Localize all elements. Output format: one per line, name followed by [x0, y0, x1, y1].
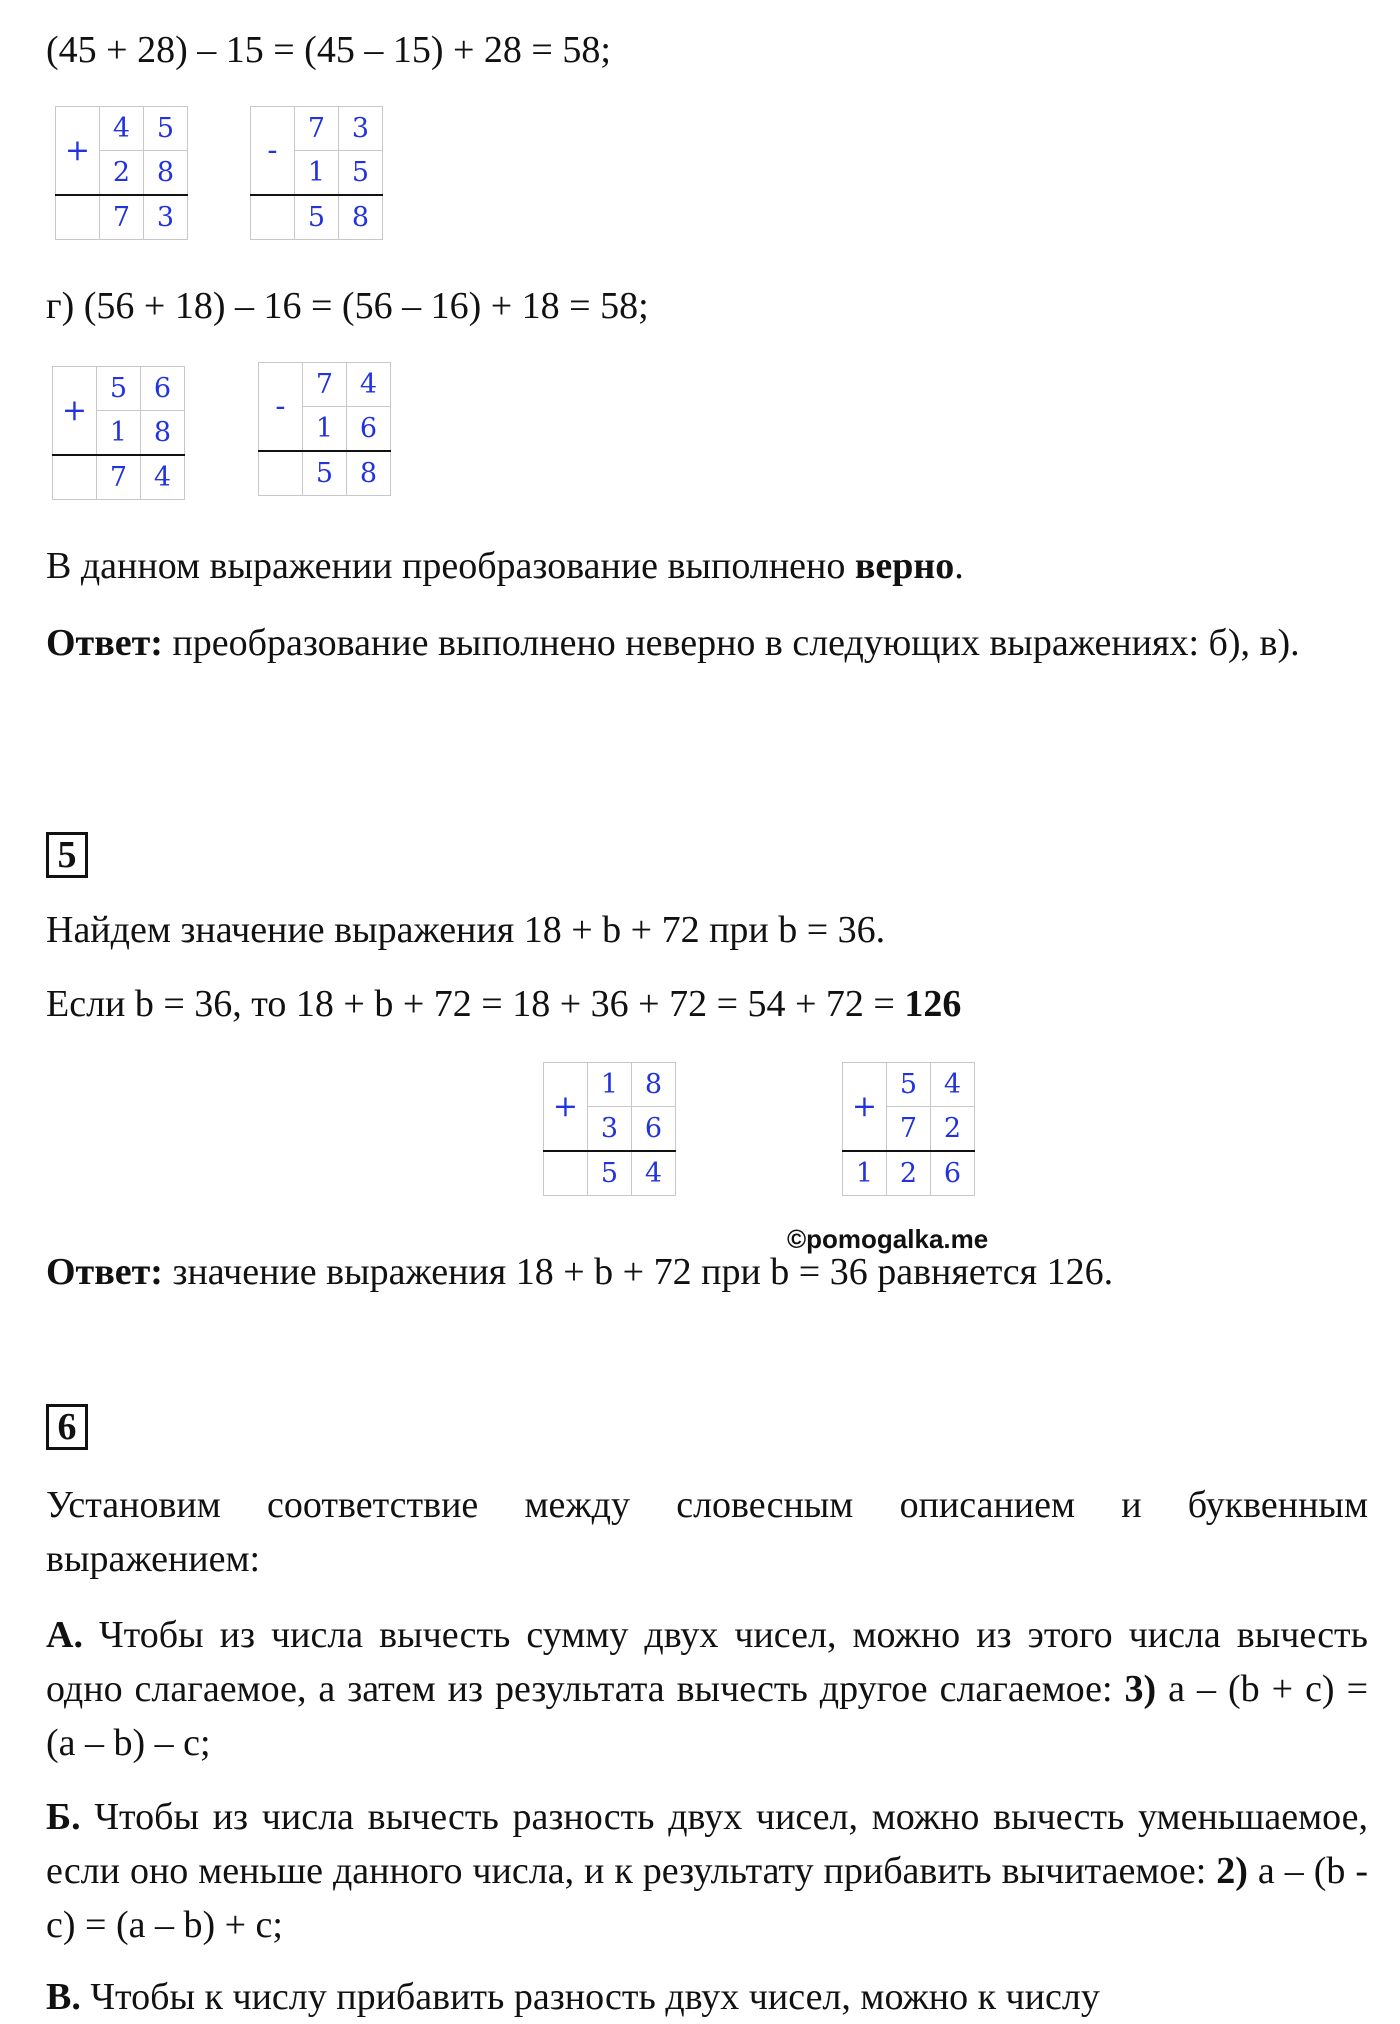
item-a-num: 3): [1124, 1668, 1157, 1710]
item-b-formula: a – (b - c) = (a – b) + c;: [46, 1850, 1368, 1946]
digit: 6: [632, 1107, 676, 1152]
digit: 4: [632, 1151, 676, 1196]
digit: 5: [588, 1151, 632, 1196]
digit: 7: [887, 1107, 931, 1152]
digit: 3: [144, 195, 188, 240]
digit: 4: [931, 1063, 975, 1107]
digit: 4: [141, 455, 185, 500]
digit: 8: [339, 195, 383, 240]
answer-text: преобразование выполнено неверно в следующих выражениях: б), в).: [162, 622, 1300, 664]
item-v-label: В.: [46, 1976, 81, 2018]
item-b-label: Б.: [46, 1796, 81, 1838]
digit: 2: [887, 1151, 931, 1196]
digit: 3: [339, 107, 383, 151]
digit: 7: [97, 455, 141, 500]
task6-intro: Установим соответствие между словесным описанием и буквенным выражением:: [46, 1484, 1368, 1580]
digit: 3: [588, 1107, 632, 1152]
digit: 1: [303, 407, 347, 452]
minus-sign: -: [251, 107, 295, 196]
item-v: [46, 1970, 1368, 2024]
task5-line2-text: Если b = 36, то 18 + b + 72 = 18 + 36 + 72 = 54 + 72 =: [46, 983, 905, 1025]
digit: [544, 1151, 588, 1196]
item-b-text: Чтобы из числа вычесть разность двух чисел, можно вычесть уменьшаемое, если оно меньше данного числа, и к результату прибавить вычитаемое:: [46, 1796, 1368, 1892]
digit: 8: [632, 1063, 676, 1107]
digit: 2: [931, 1107, 975, 1152]
answer-task4: [46, 616, 1368, 670]
item-a-formula: a – (b + c) = (a – b) – c;: [46, 1668, 1369, 1764]
item-v-text: Чтобы к числу прибавить разность двух чисел, можно к числу: [80, 1976, 1100, 2018]
watermark: ©pomogalka.me: [787, 1224, 989, 1254]
digit: 6: [347, 407, 391, 452]
item-a: [46, 1608, 1368, 1770]
column-subtraction-74-16: [258, 362, 391, 496]
digit: 8: [141, 411, 185, 456]
plus-sign: +: [843, 1063, 887, 1152]
correct-statement: [46, 544, 964, 590]
digit: 5: [303, 451, 347, 496]
answer-label: Ответ:: [46, 622, 163, 664]
item-a-text: Чтобы из числа вычесть сумму двух чисел, можно из этого числа вычесть одно слагаемое, а затем из результата вычесть другое слагаемое:: [46, 1614, 1368, 1710]
column-addition-45-28: [55, 106, 188, 240]
correct-suffix: .: [954, 545, 964, 587]
answer-label: Ответ:: [46, 1251, 163, 1293]
digit: 1: [588, 1063, 632, 1107]
digit: 5: [97, 367, 141, 411]
digit: [251, 195, 295, 240]
item-b: [46, 1790, 1368, 1952]
correct-bold: верно: [854, 545, 955, 587]
correct-prefix: В данном выражении преобразование выполнено: [46, 545, 855, 587]
plus-sign: +: [53, 367, 97, 456]
item-b-num: 2): [1216, 1850, 1248, 1892]
digit: 1: [97, 411, 141, 456]
digit: 4: [347, 363, 391, 407]
task5-line2: [46, 982, 961, 1028]
column-addition-56-18: [52, 366, 185, 500]
item-a-label: А.: [46, 1614, 83, 1656]
digit: 7: [100, 195, 144, 240]
digit: [53, 455, 97, 500]
digit: [56, 195, 100, 240]
digit: 1: [843, 1151, 887, 1196]
answer-task5: [46, 1250, 1113, 1296]
digit: 7: [303, 363, 347, 407]
digit: 2: [100, 151, 144, 196]
answer-text: значение выражения 18 + b + 72 при b = 36 равняется 126.: [162, 1251, 1114, 1293]
digit: 8: [144, 151, 188, 196]
plus-sign: +: [544, 1063, 588, 1152]
plus-sign: +: [56, 107, 100, 196]
column-subtraction-73-15: [250, 106, 383, 240]
digit: 5: [144, 107, 188, 151]
equation-g: г) (56 + 18) – 16 = (56 – 16) + 18 = 58;: [46, 285, 649, 327]
task5-line1: Найдем значение выражения 18 + b + 72 при b = 36.: [46, 909, 886, 951]
equation-c: (45 + 28) – 15 = (45 – 15) + 28 = 58;: [46, 29, 611, 71]
digit: 4: [100, 107, 144, 151]
digit: 8: [347, 451, 391, 496]
digit: 5: [339, 151, 383, 196]
minus-sign: -: [259, 363, 303, 452]
digit: [259, 451, 303, 496]
digit: 6: [931, 1151, 975, 1196]
digit: 1: [295, 151, 339, 196]
digit: 5: [887, 1063, 931, 1107]
digit: 5: [295, 195, 339, 240]
digit: 6: [141, 367, 185, 411]
task5-result: 126: [904, 983, 962, 1025]
digit: 7: [295, 107, 339, 151]
column-addition-54-72: [842, 1062, 975, 1196]
task-number-6: 6: [46, 1404, 88, 1450]
task-number-5: 5: [46, 832, 88, 878]
column-addition-18-36: [543, 1062, 676, 1196]
